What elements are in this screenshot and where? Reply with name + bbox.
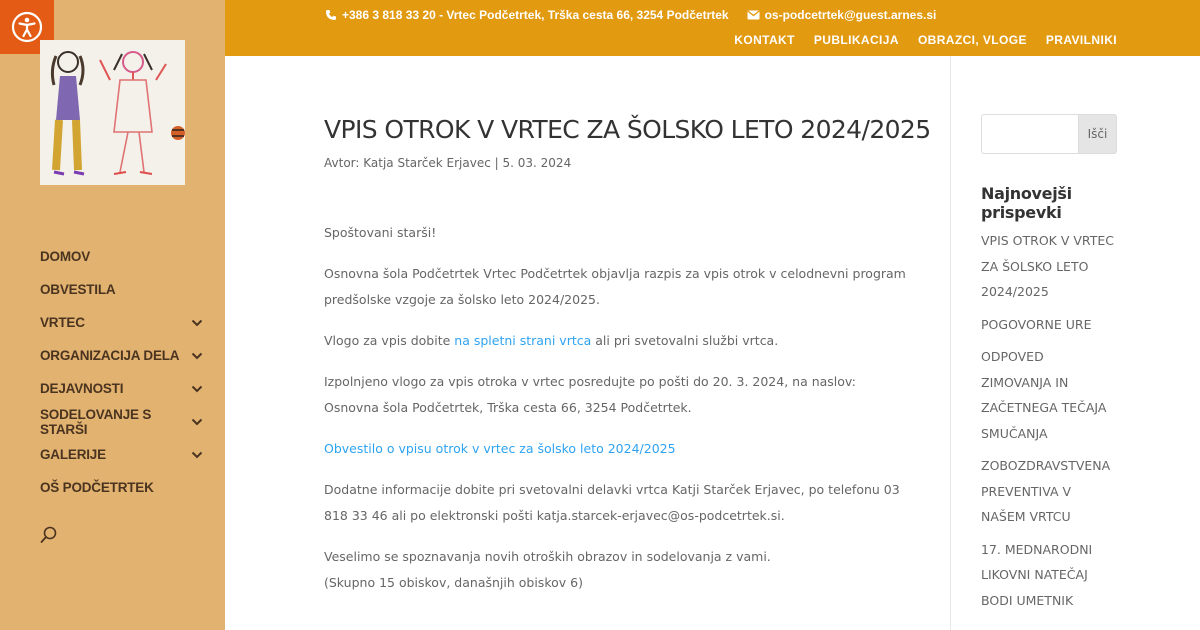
paragraph-application (324, 328, 914, 354)
website-link[interactable]: na spletni strani vrtca (454, 333, 592, 348)
nav-item-label: DOMOV (40, 249, 91, 264)
text-line: Osnovna šola Podčetrtek, Trška cesta 66, 3254 Podčetrtek. (324, 400, 692, 415)
right-sidebar (981, 114, 1117, 620)
notice-link[interactable]: Obvestilo o vpisu otrok v vrtec za šolsko leto 2024/2025 (324, 441, 676, 456)
nav-item-domov[interactable] (40, 240, 210, 273)
nav-item-label: SODELOVANJE S STARŠI (40, 406, 152, 437)
search-input[interactable] (981, 114, 1078, 154)
text-line: Veselimo se spoznavanja novih otroških obrazov in sodelovanja z vami. (324, 549, 771, 564)
paragraph-intro: Osnovna šola Podčetrtek Vrtec Podčetrtek objavlja razpis za vpis otrok v celodnevni program predšolske vzgoje za šolsko leto 2024/2025. (324, 266, 906, 307)
text-line: Izpolnjeno vlogo za vpis otroka v vrtec posredujte po pošti do 20. 3. 2024, na naslov: (324, 374, 856, 389)
chevron-down-icon[interactable] (190, 316, 204, 330)
paragraph-closing (324, 544, 914, 596)
nav-item-label: DEJAVNOSTI (40, 381, 124, 396)
greeting: Spoštovani starši! (324, 225, 437, 240)
topnav-publikacija[interactable]: PUBLIKACIJA (813, 33, 899, 47)
recent-post-link[interactable]: 17. MEDNARODNI LIKOVNI NATEČAJ BODI UMETNIK (981, 541, 1093, 608)
nav-item-label: ORGANIZACIJA DELA (40, 348, 180, 363)
chevron-down-icon[interactable] (190, 382, 204, 396)
search-icon[interactable] (40, 526, 58, 544)
search-form (981, 114, 1117, 154)
topnav-pravilniki[interactable]: PRAVILNIKI (1045, 33, 1117, 47)
paragraph-info: Dodatne informacije dobite pri svetovalni delavki vrtca Katji Starček Erjavec, po telefonu 03 818 33 46 ali po elektronski pošti katja.starcek-erjavec@os-podcetrtek.si. (324, 482, 900, 523)
contact-info (325, 8, 936, 22)
nav-item-organizacija-dela[interactable] (40, 339, 210, 372)
paragraph-notice-link (324, 436, 914, 462)
recent-post-link[interactable]: VPIS OTROK V VRTEC ZA ŠOLSKO LETO 2024/2025 (981, 233, 1114, 299)
chevron-down-icon[interactable] (190, 349, 204, 363)
phone-contact[interactable] (325, 8, 729, 22)
secondary-navigation (734, 33, 1117, 47)
nav-item-label: OŠ PODČETRTEK (40, 480, 154, 495)
nav-item-dejavnosti[interactable] (40, 372, 210, 405)
phone-text: +386 3 818 33 20 - Vrtec Podčetrtek, Trška cesta 66, 3254 Podčetrtek (342, 8, 729, 22)
post-content (324, 112, 931, 611)
recent-posts-list (981, 228, 1117, 613)
nav-item-obvestila[interactable] (40, 273, 210, 306)
children-drawing-image (40, 40, 185, 185)
topnav-kontakt[interactable]: KONTAKT (734, 33, 795, 47)
nav-item-sodelovanje-s-starsi[interactable] (40, 405, 210, 438)
search-button[interactable]: Išči (1078, 114, 1117, 154)
chevron-down-icon[interactable] (190, 448, 204, 462)
paragraph-submission (324, 369, 914, 421)
text-segment: ali pri svetovalni službi vrtca. (591, 333, 779, 348)
nav-item-os-podcetrtek[interactable] (40, 471, 210, 504)
accessibility-icon (11, 11, 43, 43)
phone-icon (325, 9, 337, 21)
topnav-obrazci-vloge[interactable]: OBRAZCI, VLOGE (917, 33, 1027, 47)
recent-posts-title: Najnovejši prispevki (981, 184, 1072, 222)
post-body (324, 220, 914, 596)
content-divider (950, 56, 951, 630)
recent-post-link[interactable]: POGOVORNE URE (981, 316, 1092, 332)
main-navigation (40, 240, 210, 504)
email-icon (747, 10, 760, 20)
email-text: os-podcetrtek@guest.arnes.si (764, 8, 937, 22)
recent-post-link[interactable]: ODPOVED ZIMOVANJA IN ZAČETNEGA TEČAJA SMUČANJA (981, 349, 1107, 441)
nav-item-label: GALERIJE (40, 447, 106, 462)
nav-item-vrtec[interactable] (40, 306, 210, 339)
nav-item-label: VRTEC (40, 315, 85, 330)
recent-post-link[interactable]: ZOBOZDRAVSTVENA PREVENTIVA V NAŠEM VRTCU (981, 458, 1111, 524)
text-segment: Vlogo za vpis dobite (324, 333, 455, 348)
email-contact[interactable] (747, 8, 937, 22)
nav-item-label: OBVESTILA (40, 282, 116, 297)
site-logo[interactable] (40, 40, 185, 185)
left-sidebar (0, 0, 225, 630)
post-meta: Avtor: Katja Starček Erjavec | 5. 03. 2024 (324, 156, 572, 170)
post-title: VPIS OTROK V VRTEC ZA ŠOLSKO LETO 2024/2025 (324, 115, 931, 144)
visit-counter: (Skupno 15 obiskov, današnjih obiskov 6) (324, 575, 583, 590)
top-header (225, 0, 1200, 56)
nav-item-galerije[interactable] (40, 438, 210, 471)
chevron-down-icon[interactable] (191, 415, 204, 429)
